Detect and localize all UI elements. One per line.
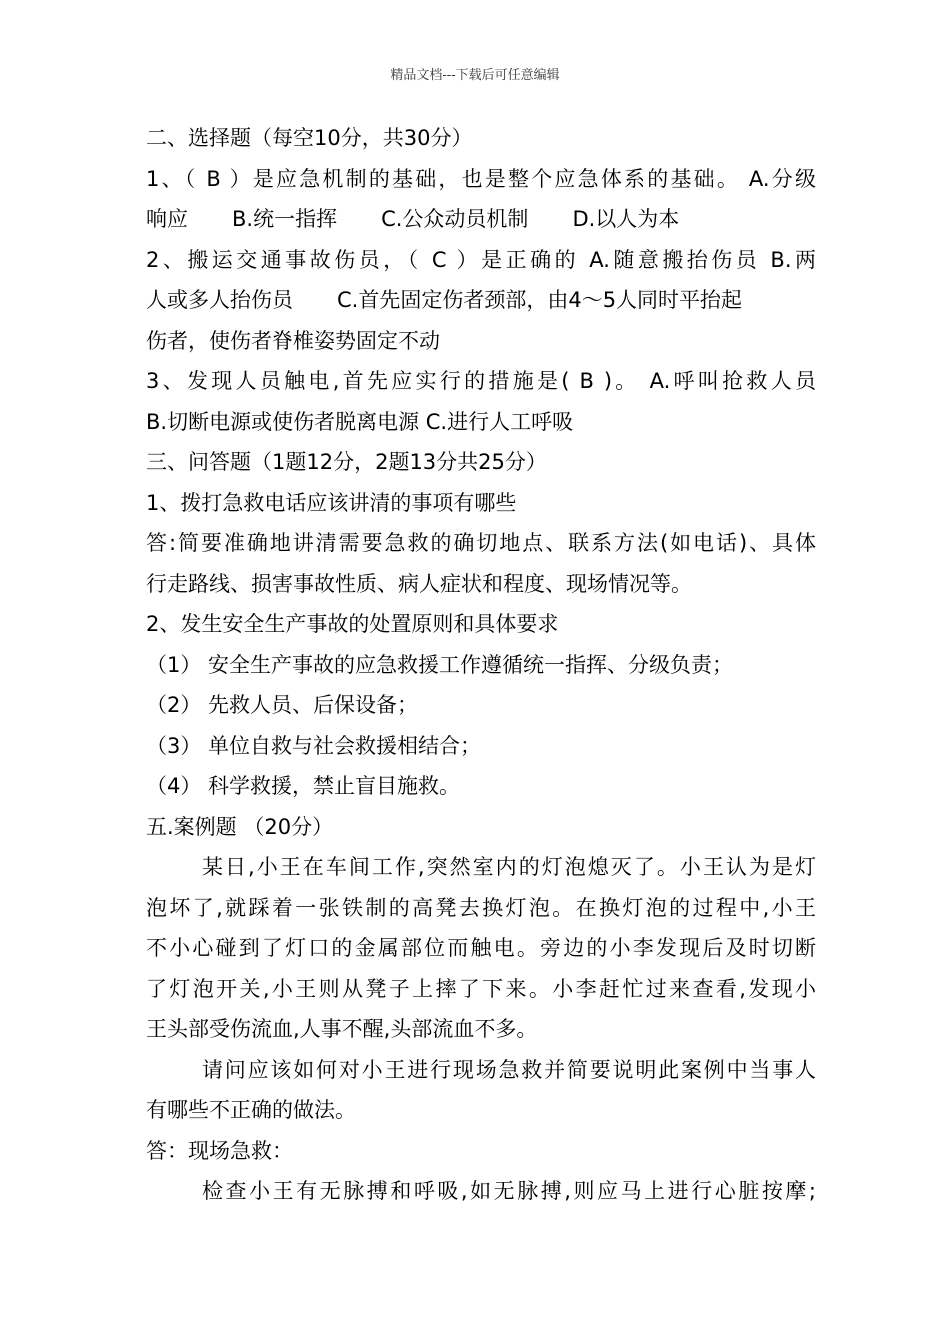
- paragraph-line: 有哪些不正确的做法。: [146, 1098, 356, 1122]
- paragraph-line: 某日,小王在车间工作,突然室内的灯泡熄灭了。小王认为是灯: [202, 855, 816, 879]
- option-text: C.首先固定伤者颈部，由4～5人同时平抬起: [337, 288, 743, 312]
- options-line: [146, 280, 816, 321]
- paragraph-line: 不小心碰到了灯口的金属部位而触电。旁边的小李发现后及时切断: [146, 936, 816, 960]
- document-body: [146, 118, 816, 1212]
- paragraph-line: 了灯泡开关,小王则从凳子上摔了下来。小李赶忙过来查看,发现小: [146, 976, 816, 1001]
- paragraph-line: 王头部受伤流血,人事不醒,头部流血不多。: [146, 1017, 538, 1041]
- option-text: D.以人为本: [572, 207, 680, 231]
- list-item: （4） 科学救援，禁止盲目施救。: [146, 774, 461, 798]
- answer-heading: 答：现场急救：: [146, 1138, 293, 1163]
- list-item: （3） 单位自救与社会救援相结合；: [146, 733, 482, 758]
- options-line: B.切断电源或使伤者脱离电源 C.进行人工呼吸: [146, 409, 574, 434]
- section-heading-qa: 三、问答题（1题12分，2题13分共25分）: [146, 450, 547, 474]
- paragraph-line: 检查小王有无脉搏和呼吸,如无脉搏,则应马上进行心脏按摩;: [202, 1179, 816, 1203]
- answer-line: 行走路线、损害事故性质、病人症状和程度、现场情况等。: [146, 571, 692, 596]
- options-line: [146, 199, 816, 240]
- list-item: （2） 先救人员、后保设备；: [146, 693, 419, 717]
- section-heading-choice: 二、选择题（每空10分，共30分）: [146, 126, 473, 150]
- question-line: 1、（ B ）是应急机制的基础，也是整个应急体系的基础。 A.分级: [146, 166, 816, 191]
- option-text: 人或多人抬伤员: [146, 288, 293, 312]
- page-header: 精品文档---下载后可任意编辑: [390, 68, 560, 83]
- section-heading-case: 五.案例题 （20分）: [146, 814, 334, 839]
- option-text: 响应: [146, 207, 188, 231]
- question-line: 2、发生安全生产事故的处置原则和具体要求: [146, 612, 559, 636]
- list-item: （1） 安全生产事故的应急救援工作遵循统一指挥、分级负责；: [146, 652, 734, 677]
- option-text: B.统一指挥: [232, 207, 338, 231]
- text-line: 伤者，使伤者脊椎姿势固定不动: [146, 328, 440, 353]
- option-text: C.公众动员机制: [381, 207, 529, 231]
- answer-line: 答:简要准确地讲清需要急救的确切地点、联系方法(如电话)、具体: [146, 531, 816, 555]
- question-line: 3、发现人员触电,首先应实行的措施是( B )。 A.呼叫抢救人员: [146, 369, 816, 393]
- paragraph-line: 泡坏了,就踩着一张铁制的高凳去换灯泡。在换灯泡的过程中,小王: [146, 895, 816, 920]
- paragraph-line: 请问应该如何对小王进行现场急救并简要说明此案例中当事人: [202, 1057, 816, 1082]
- question-line: 1、拨打急救电话应该讲清的事项有哪些: [146, 490, 517, 515]
- question-line: 2、搬运交通事故伤员，（ C ）是正确的 A.随意搬抬伤员 B.两: [146, 247, 816, 272]
